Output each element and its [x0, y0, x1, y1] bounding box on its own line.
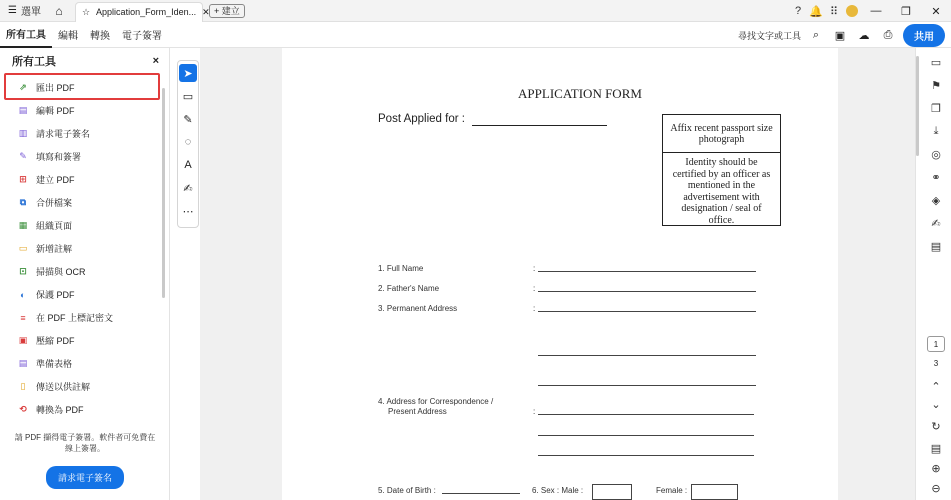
panel-scrollbar[interactable]: [162, 88, 165, 298]
comment-icon: ▭: [18, 243, 28, 253]
male-box: [592, 484, 632, 500]
select-arrow-icon[interactable]: ➤: [179, 64, 197, 82]
correspondence-line-1: [538, 414, 754, 415]
permanent-address-line-2: [538, 355, 756, 356]
pages-icon[interactable]: ❐: [931, 102, 941, 115]
tool-export-pdf[interactable]: ⇗ 匯出 PDF: [19, 82, 75, 93]
share-button[interactable]: 共用: [903, 24, 945, 47]
full-name-line: [538, 271, 756, 272]
tool-fill-sign[interactable]: ✎ 填寫和簽署: [19, 151, 82, 162]
apps-grid-icon[interactable]: ⠿: [829, 5, 839, 18]
menu-esign[interactable]: 電子簽署: [122, 31, 162, 42]
sign-panel-icon[interactable]: ✍: [931, 217, 941, 230]
permanent-address-line-3: [538, 385, 756, 386]
tool-combine-files[interactable]: ⧉ 合併檔案: [19, 197, 73, 208]
minimize-button[interactable]: —: [870, 5, 882, 17]
tool-protect-pdf[interactable]: ◐ 保護 PDF: [0, 283, 162, 306]
pdf-page: [282, 48, 838, 500]
add-comment-icon[interactable]: ▭: [182, 90, 194, 103]
total-pages: 3: [933, 359, 939, 368]
current-page-input[interactable]: 1: [927, 336, 945, 352]
tool-scan-ocr[interactable]: ⊡ 掃描與 OCR: [19, 266, 86, 277]
fill-sign-icon: ✎: [19, 151, 27, 161]
tool-edit-pdf[interactable]: ▤ 編輯 PDF: [18, 105, 75, 116]
export-pdf-icon: ⇗: [19, 82, 27, 92]
comment-panel-icon[interactable]: ▭: [930, 56, 942, 69]
field-correspondence-2: Present Address: [388, 407, 447, 416]
print-icon[interactable]: ⎙: [883, 28, 893, 41]
request-esign-button[interactable]: 請求電子簽名: [46, 466, 124, 489]
colon: :: [533, 304, 536, 313]
close-panel-icon[interactable]: ×: [152, 55, 159, 67]
home-icon[interactable]: ⌂: [55, 3, 63, 18]
save-icon[interactable]: ▣: [834, 29, 846, 42]
field-female: Female :: [656, 486, 688, 495]
menu-all-tools[interactable]: 所有工具: [0, 22, 52, 48]
layers-icon[interactable]: ◎: [931, 148, 941, 161]
menu-bar: [0, 22, 951, 48]
quick-tools: [177, 60, 199, 228]
colon: :: [533, 407, 536, 416]
hamburger-icon: ☰: [8, 5, 17, 16]
fit-page-icon[interactable]: ▤: [930, 442, 942, 455]
help-icon[interactable]: ?: [794, 5, 802, 17]
text-box-icon[interactable]: A: [184, 159, 192, 171]
colon: :: [533, 264, 536, 273]
file-info-icon[interactable]: ▤: [930, 240, 942, 253]
highlight-pen-icon[interactable]: ✎: [183, 113, 193, 126]
photo-certification: Identity should be certified by an officer as mentioned in the advertisement with designation / seal of office.: [672, 157, 771, 226]
tab-title: Application_Form_Iden...: [96, 7, 197, 17]
organize-pages-icon: ▦: [18, 220, 28, 230]
document-viewer[interactable]: [200, 48, 915, 500]
avatar[interactable]: [843, 0, 861, 22]
right-rail: [915, 48, 951, 500]
field-dob: 5. Date of Birth :: [378, 486, 436, 495]
protect-pdf-icon: ◐: [20, 289, 26, 300]
new-tab-button[interactable]: + 建立: [209, 4, 245, 18]
field-sex-male: 6. Sex : Male :: [532, 486, 584, 495]
tool-redact[interactable]: ≡ 在 PDF 上標記密文: [0, 306, 162, 329]
sign-icon[interactable]: ✍: [183, 182, 193, 195]
fathers-name-line: [538, 291, 756, 292]
post-applied-line: [472, 125, 607, 126]
photo-instructions: Affix recent passport size photograph: [663, 115, 780, 153]
scan-ocr-icon: ⊡: [19, 266, 27, 276]
menubar-right: [738, 22, 945, 48]
tool-send-comment[interactable]: ▯ 傳送以供註解: [0, 375, 162, 398]
footer-text: 請 PDF 擷得電子簽署。軟件者可免費在線上簽署。: [14, 433, 156, 453]
find-label[interactable]: 尋找文字或工具: [737, 30, 801, 41]
field-correspondence-1: 4. Address for Correspondence /: [378, 397, 494, 406]
panel-title: 所有工具: [12, 56, 56, 68]
panel-header: [0, 48, 169, 74]
bookmark-icon[interactable]: ⚑: [931, 79, 941, 92]
tool-create-pdf[interactable]: ⊞ 建立 PDF: [19, 174, 75, 185]
bell-icon[interactable]: 🔔: [809, 5, 823, 18]
link-icon[interactable]: ⚭: [931, 171, 941, 184]
panel-footer: [0, 426, 170, 500]
prepare-form-icon: ▤: [18, 358, 28, 368]
maximize-button[interactable]: ❐: [901, 5, 911, 18]
zoom-in-icon[interactable]: ⊕: [931, 462, 941, 475]
menu-edit[interactable]: 編輯: [58, 31, 78, 42]
menu-convert[interactable]: 轉換: [90, 31, 110, 42]
colon: :: [533, 284, 536, 293]
chevron-up-icon[interactable]: ⌃: [931, 380, 941, 393]
document-scrollbar[interactable]: [916, 56, 919, 156]
convert-pdf-icon: ⟲: [19, 404, 27, 414]
redact-icon: ≡: [20, 312, 26, 323]
titlebar-right: [789, 0, 951, 22]
tool-request-sign[interactable]: ▥ 請求電子簽名: [18, 128, 91, 139]
attachments-icon[interactable]: ⤓: [933, 124, 939, 137]
edit-pdf-icon: ▤: [18, 105, 28, 115]
title-bar: [0, 0, 951, 22]
dob-line: [442, 493, 520, 494]
tool-add-comment[interactable]: ▭ 新增註解: [18, 243, 73, 254]
draw-lasso-icon[interactable]: ◌: [184, 136, 192, 148]
create-pdf-icon: ⊞: [19, 174, 27, 184]
rotate-icon[interactable]: ↻: [931, 420, 941, 433]
photo-box: [662, 114, 781, 226]
compress-pdf-icon: ▣: [18, 335, 28, 345]
correspondence-line-3: [538, 455, 754, 456]
tool-compress-pdf[interactable]: ▣ 壓縮 PDF: [18, 335, 75, 346]
chevron-down-icon[interactable]: ⌄: [931, 398, 941, 411]
stamp-icon[interactable]: ◈: [931, 194, 941, 207]
field-full-name: 1. Full Name: [378, 264, 424, 273]
combine-files-icon: ⧉: [19, 197, 27, 207]
close-tab-icon[interactable]: ✕: [202, 6, 210, 17]
female-box: [691, 484, 738, 500]
close-window-button[interactable]: ✕: [931, 5, 941, 18]
zoom-out-icon[interactable]: ⊖: [931, 482, 941, 495]
form-title: APPLICATION FORM: [518, 86, 642, 101]
request-sign-icon: ▥: [18, 128, 28, 138]
permanent-address-line-1: [538, 311, 756, 312]
post-applied-label: Post Applied for :: [378, 113, 465, 125]
search-icon[interactable]: ⌕: [812, 28, 820, 41]
tool-organize-pages[interactable]: ▦ 組織頁面: [18, 220, 73, 231]
field-permanent-address: 3. Permanent Address: [378, 304, 458, 313]
field-fathers-name: 2. Father's Name: [378, 284, 440, 293]
send-comment-icon: ▯: [20, 381, 26, 391]
menu-button[interactable]: ☰ 選單: [8, 5, 41, 18]
correspondence-line-2: [538, 435, 754, 436]
tool-convert-pdf[interactable]: ⟲ 轉換為 PDF: [19, 404, 84, 415]
tools-list: [0, 76, 162, 426]
more-icon[interactable]: ⋯: [182, 205, 194, 218]
all-tools-panel: [0, 48, 170, 500]
tool-prepare-form[interactable]: ▤ 準備表格: [18, 358, 73, 369]
star-icon[interactable]: ☆: [81, 6, 91, 17]
upload-cloud-icon[interactable]: ☁: [858, 29, 870, 42]
document-tab[interactable]: [75, 2, 210, 22]
